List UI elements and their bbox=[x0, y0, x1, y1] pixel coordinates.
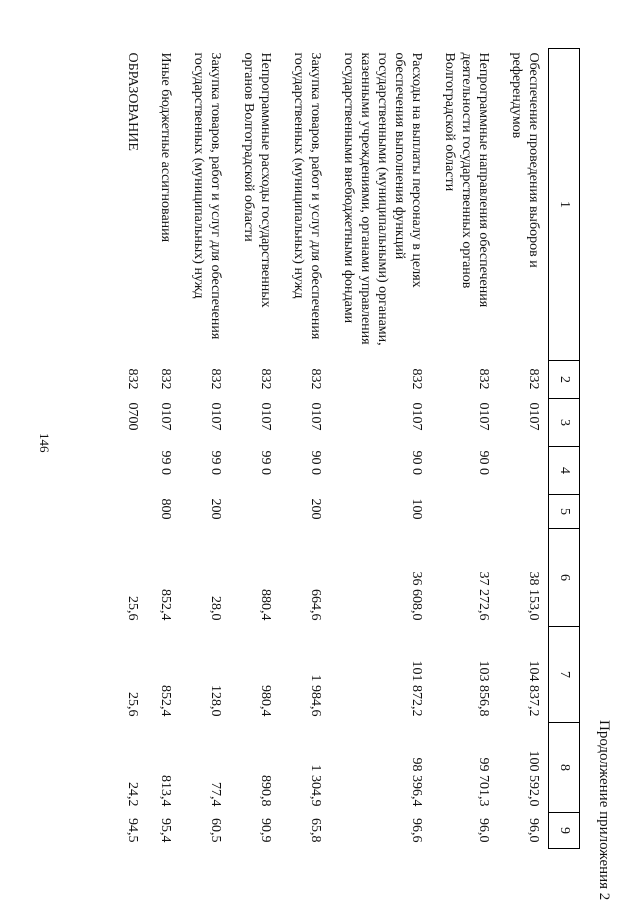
column-header: 7 bbox=[549, 627, 580, 723]
cell-target-code: 90 0 bbox=[308, 450, 323, 475]
cell-target-code: 99 0 bbox=[258, 450, 273, 475]
row-name: Непрограммные расходы государственных органов Волгоградской области bbox=[241, 52, 273, 308]
cell-value: 890,8 bbox=[258, 775, 273, 807]
cell-target-code: 99 0 bbox=[158, 450, 173, 475]
cell-percent: 65,8 bbox=[308, 818, 323, 843]
column-header: 8 bbox=[549, 723, 580, 813]
cell-value: 77,4 bbox=[208, 782, 223, 807]
row-name: ОБРАЗОВАНИЕ bbox=[125, 52, 140, 151]
cell-percent: 96,0 bbox=[476, 818, 491, 843]
table-row bbox=[330, 49, 431, 849]
cell-value: 98 396,4 bbox=[409, 757, 424, 807]
column-header: 6 bbox=[549, 529, 580, 627]
cell-value: 100 592,0 bbox=[526, 750, 541, 807]
cell-section-code: 0700 bbox=[125, 402, 140, 431]
column-header: 3 bbox=[549, 399, 580, 447]
cell-value: 99 701,3 bbox=[476, 757, 491, 807]
row-name: Иные бюджетные ассигнования bbox=[158, 52, 173, 243]
cell-percent: 94,5 bbox=[125, 818, 140, 843]
cell-value: 1 304,9 bbox=[308, 764, 323, 807]
cell-value: 37 272,6 bbox=[476, 571, 491, 621]
column-header: 9 bbox=[549, 813, 580, 849]
cell-expense-code: 200 bbox=[308, 498, 323, 520]
cell-expense-code: 800 bbox=[158, 498, 173, 520]
cell-expense-code: 100 bbox=[409, 498, 424, 520]
cell-target-code bbox=[498, 447, 549, 495]
cell-target-code: 99 0 bbox=[208, 450, 223, 475]
cell-percent: 95,4 bbox=[158, 818, 173, 843]
cell-value: 664,6 bbox=[308, 589, 323, 621]
row-name: Закупка товаров, работ и услуг для обеспечения государственных (муниципальных) нужд bbox=[191, 52, 223, 340]
row-name: Расходы на выплаты персоналу в целях обеспечения выполнения функций государственными (муниципальными) органами, казенными учреждениями, органами управления государственными внебюджетными фондами bbox=[341, 52, 424, 346]
cell-value: 1 984,6 bbox=[308, 674, 323, 717]
cell-section-code: 0107 bbox=[476, 402, 491, 431]
cell-admin-code: 832 bbox=[409, 368, 424, 390]
cell-expense-code bbox=[431, 495, 498, 529]
cell-value: 880,4 bbox=[258, 589, 273, 621]
cell-percent: 60,5 bbox=[208, 818, 223, 843]
budget-table bbox=[114, 48, 580, 849]
cell-section-code: 0107 bbox=[308, 402, 323, 431]
column-header: 2 bbox=[549, 361, 580, 399]
cell-admin-code: 832 bbox=[476, 368, 491, 390]
table-row bbox=[180, 49, 230, 849]
row-name: Непрограммные направления обеспечения деятельности государственных органов Волгоградской области bbox=[442, 52, 491, 308]
cell-admin-code: 832 bbox=[258, 368, 273, 390]
cell-value: 36 608,0 bbox=[409, 571, 424, 621]
row-name: Закупка товаров, работ и услуг для обеспечения государственных (муниципальных) нужд bbox=[291, 52, 323, 340]
cell-section-code: 0107 bbox=[526, 402, 541, 431]
cell-value: 28,0 bbox=[208, 596, 223, 621]
table-row bbox=[114, 49, 147, 849]
cell-admin-code: 832 bbox=[526, 368, 541, 390]
cell-section-code: 0107 bbox=[208, 402, 223, 431]
cell-value: 24,2 bbox=[125, 782, 140, 807]
cell-value: 813,4 bbox=[158, 775, 173, 807]
cell-target-code: 90 0 bbox=[409, 450, 424, 475]
column-header: 5 bbox=[549, 495, 580, 529]
cell-admin-code: 832 bbox=[308, 368, 323, 390]
table-row bbox=[280, 49, 330, 849]
cell-admin-code: 832 bbox=[158, 368, 173, 390]
cell-value: 852,4 bbox=[158, 685, 173, 717]
cell-admin-code: 832 bbox=[125, 368, 140, 390]
cell-expense-code bbox=[498, 495, 549, 529]
cell-target-code: 90 0 bbox=[476, 450, 491, 475]
table-row bbox=[147, 49, 180, 849]
column-header: 1 bbox=[549, 49, 580, 361]
cell-value: 128,0 bbox=[208, 685, 223, 717]
continuation-label: Продолжение приложения 2 bbox=[596, 720, 612, 901]
table-row bbox=[230, 49, 280, 849]
table-header-row bbox=[549, 49, 580, 849]
cell-value: 103 856,8 bbox=[476, 660, 491, 717]
cell-target-code bbox=[114, 447, 147, 495]
table-row bbox=[431, 49, 498, 849]
cell-percent: 96,6 bbox=[409, 818, 424, 843]
cell-value: 38 153,0 bbox=[526, 571, 541, 621]
row-name: Обеспечение проведения выборов и референдумов bbox=[509, 52, 541, 268]
page-number: 146 bbox=[37, 433, 52, 453]
cell-expense-code: 200 bbox=[208, 498, 223, 520]
cell-section-code: 0107 bbox=[158, 402, 173, 431]
cell-value: 101 872,2 bbox=[409, 660, 424, 717]
cell-expense-code bbox=[114, 495, 147, 529]
cell-section-code: 0107 bbox=[258, 402, 273, 431]
cell-percent: 90,9 bbox=[258, 818, 273, 843]
cell-value: 852,4 bbox=[158, 589, 173, 621]
cell-value: 980,4 bbox=[258, 685, 273, 717]
cell-value: 104 837,2 bbox=[526, 660, 541, 717]
table-row bbox=[498, 49, 549, 849]
cell-expense-code bbox=[230, 495, 280, 529]
cell-value: 25,6 bbox=[125, 596, 140, 621]
cell-section-code: 0107 bbox=[409, 402, 424, 431]
cell-value: 25,6 bbox=[125, 692, 140, 717]
cell-admin-code: 832 bbox=[208, 368, 223, 390]
cell-percent: 96,0 bbox=[526, 818, 541, 843]
column-header: 4 bbox=[549, 447, 580, 495]
